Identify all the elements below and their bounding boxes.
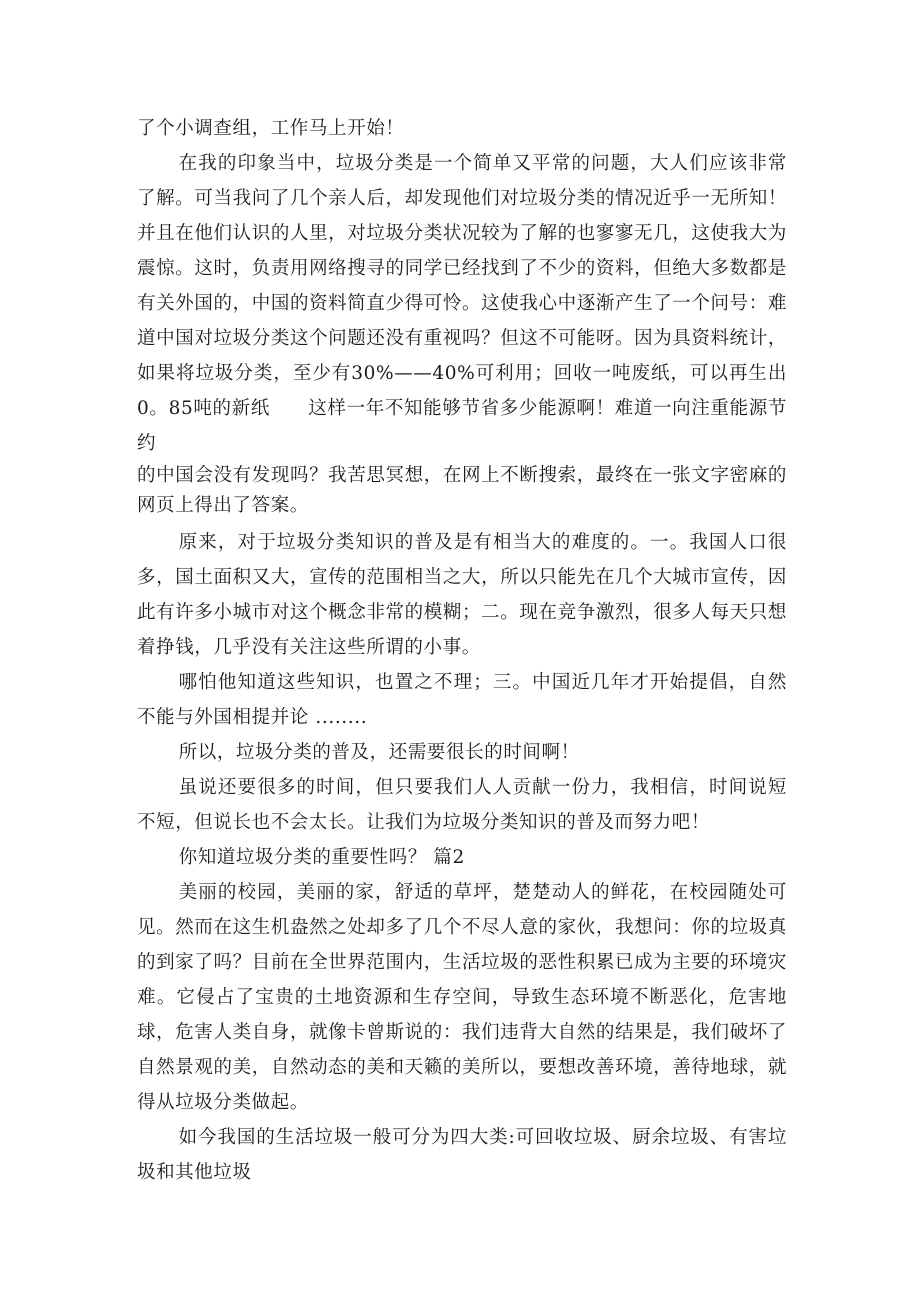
paragraph: 在我的印象当中，垃圾分类是一个简单又平常的问题，大人们应该非常了解。可当我问了几个亲人后，却发现他们对垃圾分类的情况近乎一无所知！并且在他们认识的人里，对垃圾分类状况较为了解的也寥寥无几，这使我大为震惊。这时，负责用网络搜寻的同学已经找到了不少的资料，但绝大多数都是有关外国的，中国的资料简直少得可怜。这使我心中逐渐产生了一个问号：难道中国对垃圾分类这个问题还没有重视吗？但这不可能呀。因为具资料统计，如果将垃圾分类，至少有30%——40%可利用；回收一吨废纸，可以再生出0。85吨的新纸 这样一年不知能够节省多少能源啊！难道一向注重能源节约	[137, 153, 787, 454]
paragraph: 虽说还要很多的时间，但只要我们人人贡献一份力，我相信，时间说短不短，但说长也不会太长。让我们为垃圾分类知识的普及而努力吧！	[137, 777, 787, 833]
paragraph: 的中国会没有发现吗？我苦思冥想，在网上不断搜索，最终在一张文字密麻的网页上得出了答案。	[137, 465, 787, 516]
paragraph: 哪怕他知道这些知识，也置之不理；三。中国近几年才开始提倡，自然不能与外国相提并论 ........	[137, 672, 787, 728]
paragraph: 你知道垃圾分类的重要性吗？ 篇2	[178, 847, 465, 868]
paragraph: 所以，垃圾分类的普及，还需要很长的时间啊！	[178, 742, 580, 763]
paragraph: 了个小调查组，工作马上开始！	[137, 118, 405, 139]
paragraph: 原来，对于垃圾分类知识的普及是有相当大的难度的。一。我国人口很多，国土面积又大，宣传的范围相当之大，所以只能先在几个大城市宣传，因此有许多小城市对这个概念非常的模糊；二。现在竞争激烈，很多人每天只想着挣钱，几乎没有关注这些所谓的小事。	[137, 532, 787, 658]
document-body	[137, 111, 787, 1190]
paragraph: 如今我国的生活垃圾一般可分为四大类:可回收垃圾、厨余垃圾、有害垃圾和其他垃圾	[137, 1127, 787, 1183]
paragraph: 美丽的校园，美丽的家，舒适的草坪，楚楚动人的鲜花，在校园随处可见。然而在这生机盎然之处却多了几个不尽人意的家伙，我想问：你的垃圾真的到家了吗？目前在全世界范围内，生活垃圾的恶性积累已成为主要的环境灾难。它侵占了宝贵的土地资源和生存空间，导致生态环境不断恶化，危害地球，危害人类自身，就像卡曾斯说的：我们违背大自然的结果是，我们破坏了自然景观的美，自然动态的美和天籁的美所以，要想改善环境，善待地球，就得从垃圾分类做起。	[137, 882, 787, 1113]
